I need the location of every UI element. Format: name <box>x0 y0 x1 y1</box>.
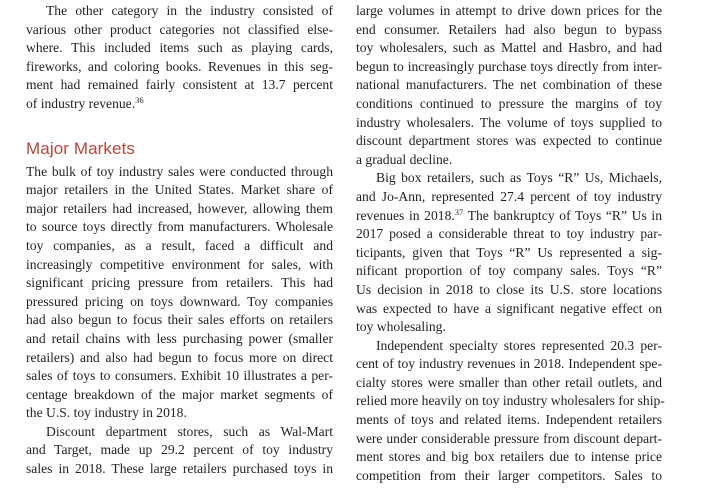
text-line: cialty stores were smaller than other retail outlets, and <box>356 374 662 390</box>
text-line: to source toys directly from manufacturers. Wholesale <box>26 219 333 235</box>
text-line: major retailers had increased, however, allowing them <box>26 200 333 216</box>
text-span: The bankruptcy of Toys “R” Us in <box>463 207 663 223</box>
text-line: sales in 2018. These large retailers purchased toys in <box>26 461 333 477</box>
text-line: end consumer. Retailers had also begun to bypass <box>356 21 662 37</box>
footnote-ref: 36 <box>135 94 144 105</box>
section-heading: Major Markets <box>26 138 135 158</box>
paragraph-discount-continued <box>356 2 662 169</box>
text-line: a gradual decline. <box>356 151 453 167</box>
text-line <box>26 95 333 114</box>
text-line: centage breakdown of the major market segments of <box>26 386 333 402</box>
text-line: Independent specialty stores represented 20.3 per- <box>376 337 662 353</box>
text-line: toy wholesalers, such as Mattel and Hasbro, and had <box>356 40 662 56</box>
text-line: major retailers in the United States. Market share of <box>26 182 333 198</box>
text-line: retailers) and also had begun to focus more on direct <box>26 349 333 365</box>
text-line: national manufacturers. The net combination of these <box>356 77 662 93</box>
text-line: ment stores and big box retailers due to intense price <box>356 449 662 465</box>
footnote-ref: 37 <box>454 206 464 217</box>
text-line: and Jo-Ann, represented 27.4 percent of toy industry <box>356 188 662 204</box>
text-line: fireworks, and coloring books. Revenues in this seg- <box>26 58 333 74</box>
text-line: competition from their larger competitors. Sales to <box>356 467 662 483</box>
text-line: ments of toys and related items. Independent retailers <box>356 412 662 428</box>
text-line: sales of toys to consumers. Exhibit 10 illustrates a per- <box>26 368 333 384</box>
text-line: relied more heavily on toy industry wholesalers for ship- <box>356 393 665 409</box>
text-line: Big box retailers, such as Toys “R” Us, Michaels, <box>376 170 662 186</box>
text-line: where. This included items such as playing cards, <box>26 40 333 56</box>
text-line: The other category in the industry consisted of <box>46 3 333 18</box>
text-line: toy wholesaling. <box>356 319 446 335</box>
text-line: industry wholesalers. The volume of toys supplied to <box>356 114 662 130</box>
text-span: revenues in 2018. <box>356 207 455 223</box>
paragraph-discount-stores <box>26 423 333 479</box>
text-line: significant pricing pressure from retailers. This had <box>26 275 333 291</box>
text-line: had also begun to focus their sales efforts on retailers <box>26 312 333 328</box>
right-column <box>356 2 665 485</box>
paragraph-other-category <box>26 2 333 114</box>
text-line: ticipants, given that Toys “R” Us represented a sig- <box>356 244 662 260</box>
text-line: increasingly competitive environment for sales, with <box>26 256 333 272</box>
text-line <box>356 207 662 226</box>
text-line: the U.S. toy industry in 2018. <box>26 405 187 421</box>
text-line: and Target, made up 29.2 percent of toy industry <box>26 442 333 458</box>
text-line: conditions continued to pressure the margins of toy <box>356 95 662 111</box>
text-line: 2017 posed a considerable threat to toy industry par- <box>356 226 662 242</box>
text-line: pressured pricing on toys downward. Toy companies <box>26 293 333 309</box>
text-line: The bulk of toy industry sales were conducted through <box>26 163 333 179</box>
paragraph-major-markets <box>26 163 333 423</box>
text-line: cent of toy industry revenues in 2018. Independent spe- <box>356 356 662 372</box>
text-line: toy companies, as a result, faced a difficult and <box>26 237 333 253</box>
text-line: various other product categories not classified else- <box>26 21 333 37</box>
text-line: and retail chains with less purchasing power (smaller <box>26 330 333 346</box>
text-line: were under considerable pressure from discount depart- <box>356 430 662 446</box>
text-line: ment had remained fairly consistent at 13.7 percent <box>26 77 333 93</box>
text-line: discount department stores was expected to continue <box>356 133 662 149</box>
text-line: Us decision in 2018 to close its U.S. store locations <box>356 281 662 297</box>
text-line: nificant proportion of toy company sales. Toys “R” <box>356 263 662 279</box>
text-line: was expected to have a significant negative effect on <box>356 300 662 316</box>
text-line: large volumes in attempt to drive down prices for the <box>356 3 662 18</box>
text-line: begun to increasingly purchase toys directly from inter- <box>356 58 662 74</box>
paragraph-big-box <box>356 169 662 336</box>
left-column <box>26 2 333 479</box>
text-line: Discount department stores, such as Wal-Mart <box>46 423 333 439</box>
paragraph-specialty-stores <box>356 337 665 486</box>
text-span: of industry revenue. <box>26 95 136 111</box>
